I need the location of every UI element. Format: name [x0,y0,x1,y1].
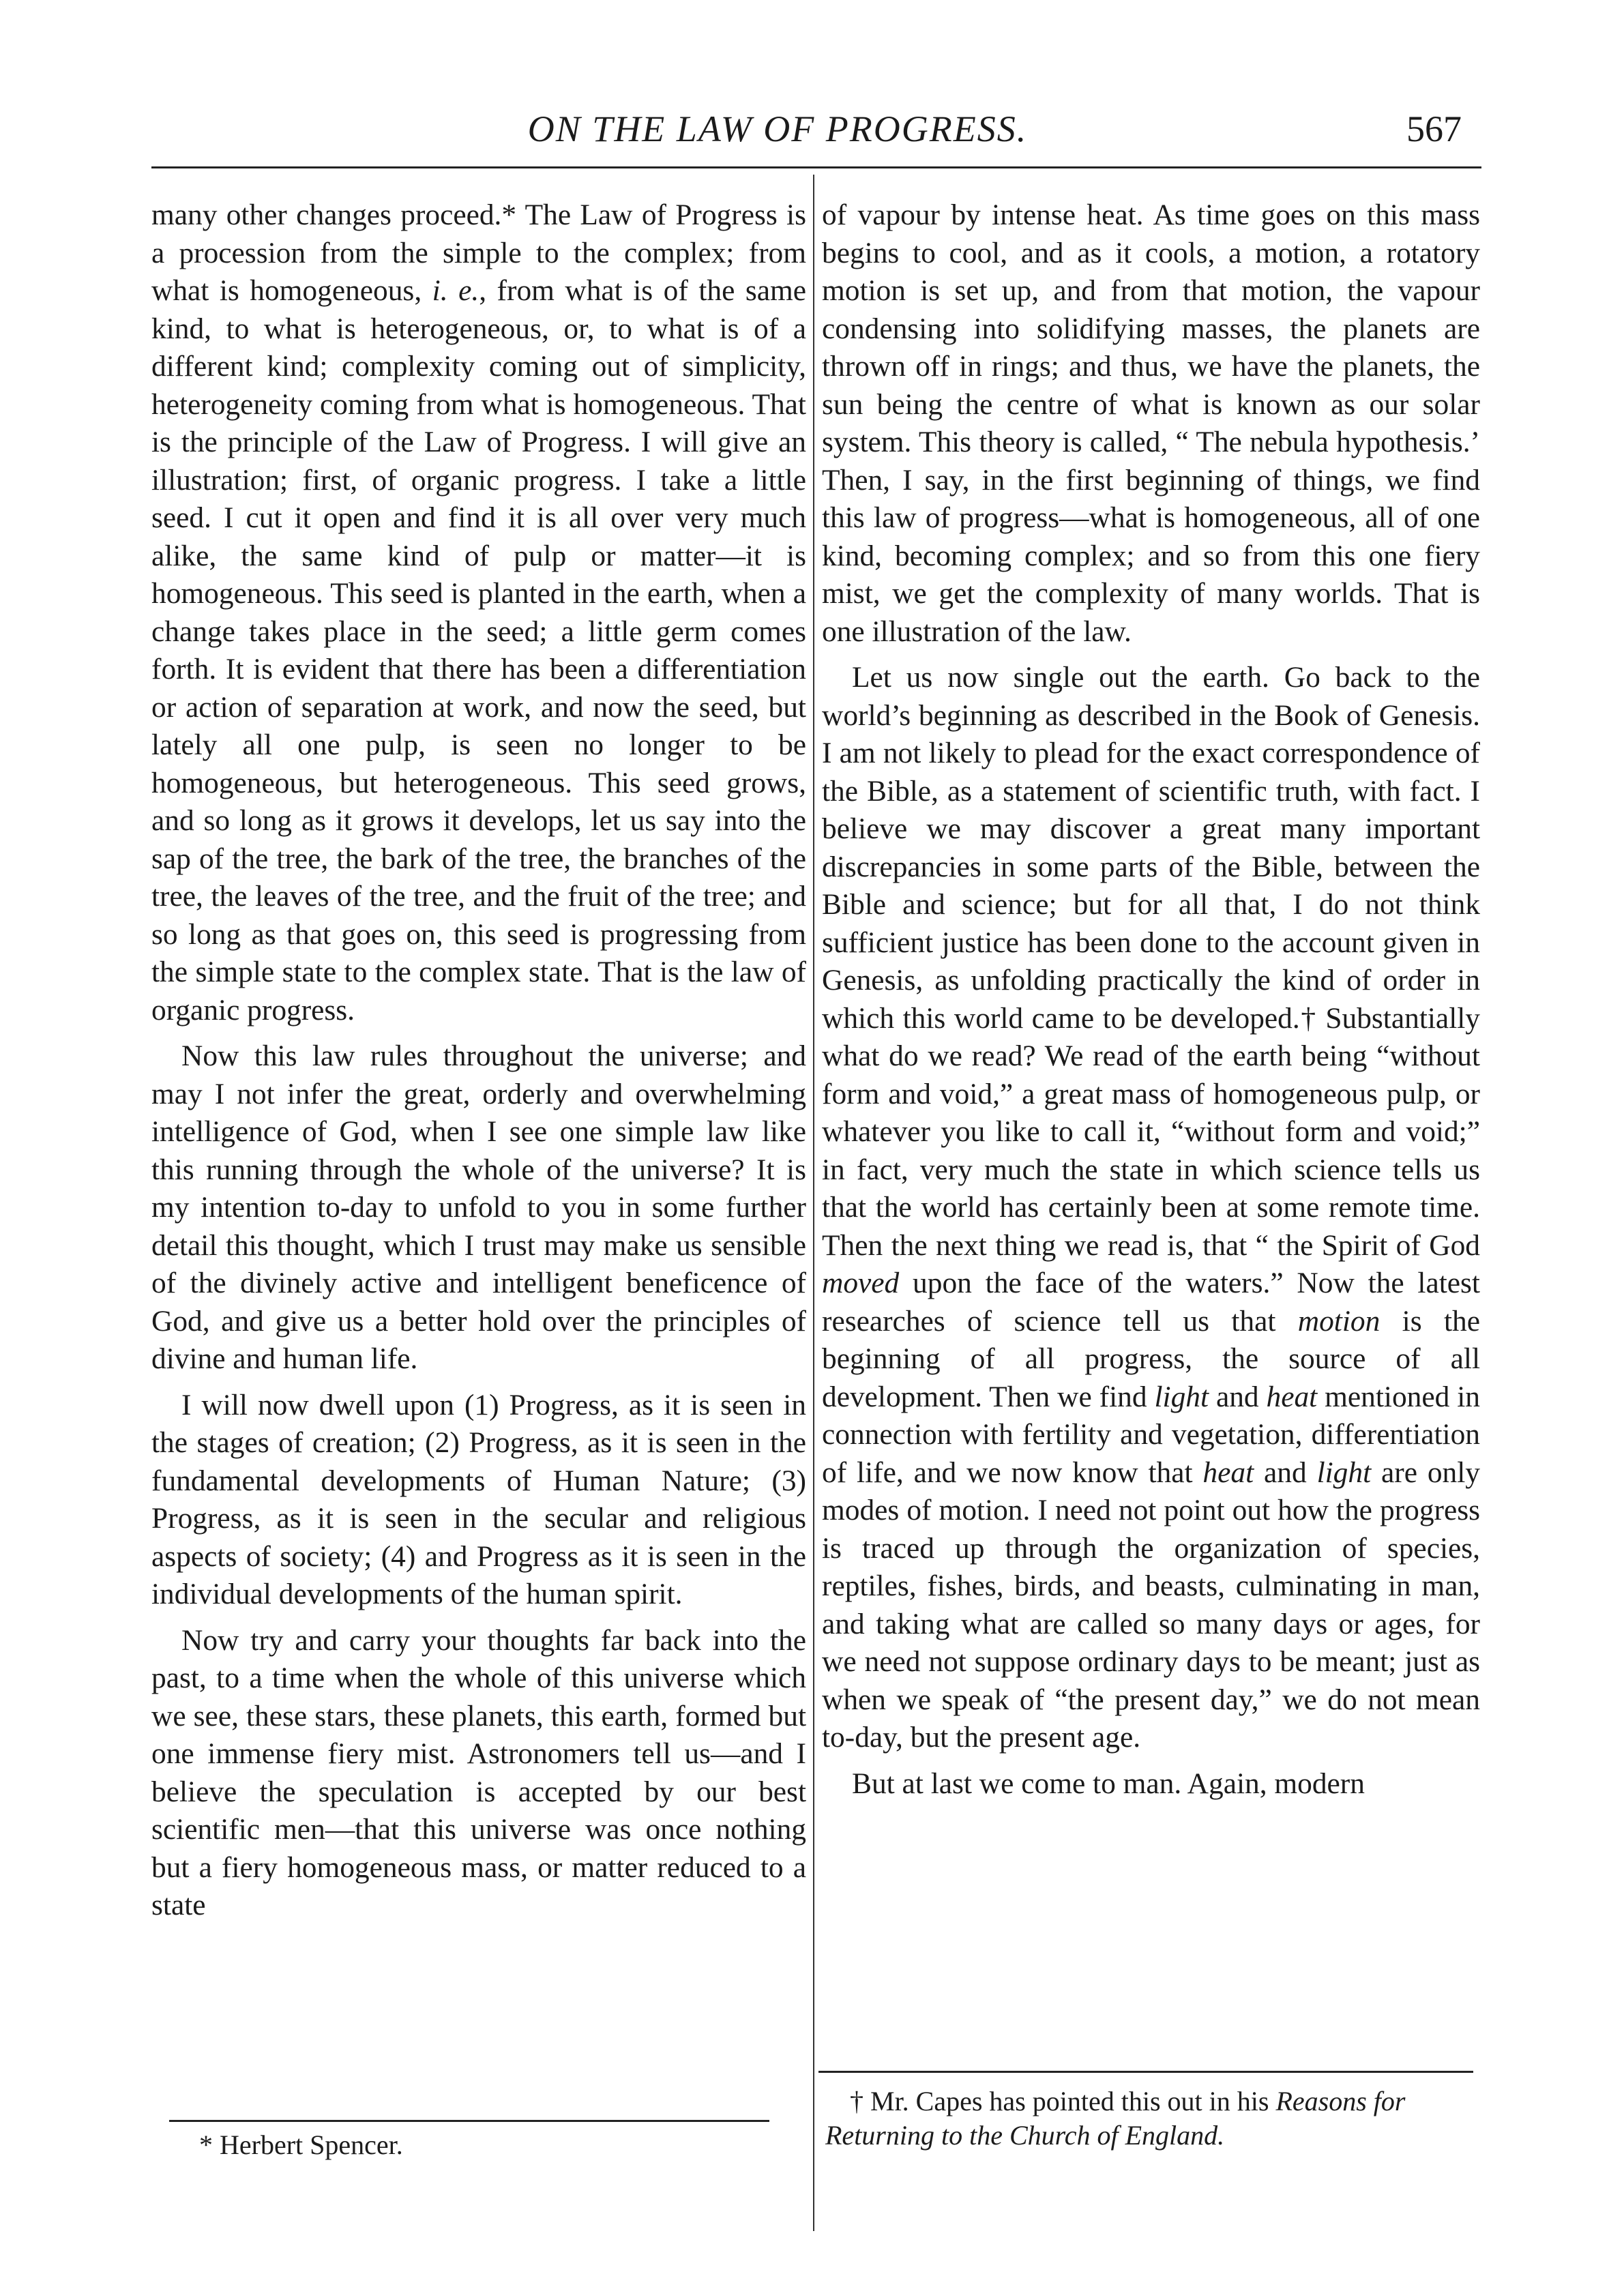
text-run: is the beginning of all progress, the source of all development. Then we find [822,1304,1480,1413]
text-run: Let us now single out the earth. Go back to the world’s beginning as described in the Book of Genesis. I am not likely to plead for the exact correspondence of the Bible, as a statement of scientific truth, with fact. I believe we may discover a great many important discrepancies in some parts of the Bible, between the Bible and science; but for all that, I do not think sufficient justice has been done to the account given in Genesis, as unfolding practically the kind of order in which this world came to be developed.† Substantially what do we read? We read of the earth being “without form and void,” a great mass of homogeneous pulp, or whatever you like to call it, “without form and void;” in fact, very much the state in which science tells us that the world has certainly been at some remote time. Then the next thing we read is, that “ the Spirit of God [822,661,1480,1262]
running-head: ON THE LAW OF PROGRESS. [527,108,1028,149]
paragraph [822,659,1480,1757]
footnote-rule [818,2071,1473,2073]
paragraph: of vapour by intense heat. As time goes on this mass begins to cool, and as it cools, a motion, a rotatory motion is set up, and from that motion, the vapour condensing into solidifying masses, the planets are thrown off in rings; and thus, we have the planets, the sun being the centre of what is known as our solar system. This theory is called, “ The nebula hypothesis.’ Then, I say, in the first beginning of things, we find this law of progress—what is homogeneous, all of one kind, becoming complex; and so from this one fiery mist, we get the complexity of many worlds. That is one illustration of the law. [822,198,1480,648]
text-run: and [1209,1380,1267,1413]
footnote-capes [825,2084,1480,2153]
paragraph: Now try and carry your thoughts far back into the past, to a time when the whole of this universe which we see, these stars, these planets, this earth, formed but one immense fiery mist. Astronomers tell us—and I believe the speculation is accepted by our best scientific men—that this universe was once nothing but a fiery homogeneous mass, or matter reduced to a state [151,1623,806,1921]
footnote-rule [169,2120,769,2122]
italic-text: i. e. [432,274,479,307]
italic-text: motion [1297,1304,1381,1338]
italic-text: Reasons for Returning to the Church of England. [825,2086,1406,2151]
column-divider [813,175,814,2231]
italic-text: moved [822,1267,900,1299]
italic-text: light [1154,1380,1209,1413]
text-run: many other changes proceed.* The Law of Progress is a procession from the simple to the complex; from what is homogeneous, [151,198,806,307]
paragraph: But at last we come to man. Again, modern [852,1767,1365,1800]
text-run: upon the face of the waters.” Now the latest researches of science tell us that [822,1267,1480,1338]
header-rule [151,166,1481,168]
text-run: † Mr. Capes has pointed this out in his [850,2086,1276,2116]
right-column [822,196,1480,1803]
text-run: are only modes of motion. I need not point out how the progress is traced up through the organization of species, reptiles, fishes, birds, and beasts, culminating in man, and taking what are called so many days or ages, for we need not suppose ordinary days to be meant; just as when we speak of “the present day,” we do not mean to-day, but the present age. [822,1456,1480,1754]
paragraph: Now this law rules throughout the universe; and may I not infer the great, orderly and overwhelming intelligence of God, when I see one simple law like this running through the whole of the universe? It is my intention to-day to unfold to you in some further detail this thought, which I trust may make us sensible of the divinely active and intelligent beneficence of God, and give us a better hold over the principles of divine and human life. [151,1039,806,1375]
left-column [151,196,806,1925]
italic-text: heat [1266,1380,1318,1413]
text-run: and [1254,1456,1317,1489]
page-number: 567 [1406,108,1462,149]
italic-text: heat [1202,1456,1254,1489]
paragraph [151,196,806,1029]
text-run: , from what is of the same kind, to what is heterogeneous, or, to what is of a different kind; complexity coming out of simplicity, heterogeneity coming from what is homogeneous. That is the principle of the Law of Progress. I will give an illustration; first, of organic progress. I take a little seed. I cut it open and find it is all over very much alike, the same kind of pulp or matter—it is homogeneous. This seed is planted in the earth, when a change takes place in the seed; a little germ comes forth. It is evident that there has been a differentiation or action of separation at work, and now the seed, but lately all one pulp, is seen no longer to be homogeneous, but heterogeneous. This seed grows, and so long as it grows it develops, let us say into the sap of the tree, the bark of the tree, the branches of the tree, the leaves of the tree, and the fruit of the tree; and so long as that goes on, this seed is progressing from the simple state to the complex state. That is the law of organic progress. [151,274,806,1027]
paragraph: I will now dwell upon (1) Progress, as it is seen in the stages of creation; (2) Progress, as it is seen in the fundamental developments of Human Nature; (3) Progress, as it is seen in the secular and religious aspects of society; (4) and Progress as it is seen in the individual developments of the human spirit. [151,1388,806,1610]
footnote-herbert-spencer: * Herbert Spencer. [199,2129,403,2160]
text-run: mentioned in connection with fertility and vegetation, differentiation of life, and we now know that [822,1380,1480,1489]
italic-text: light [1316,1456,1372,1489]
